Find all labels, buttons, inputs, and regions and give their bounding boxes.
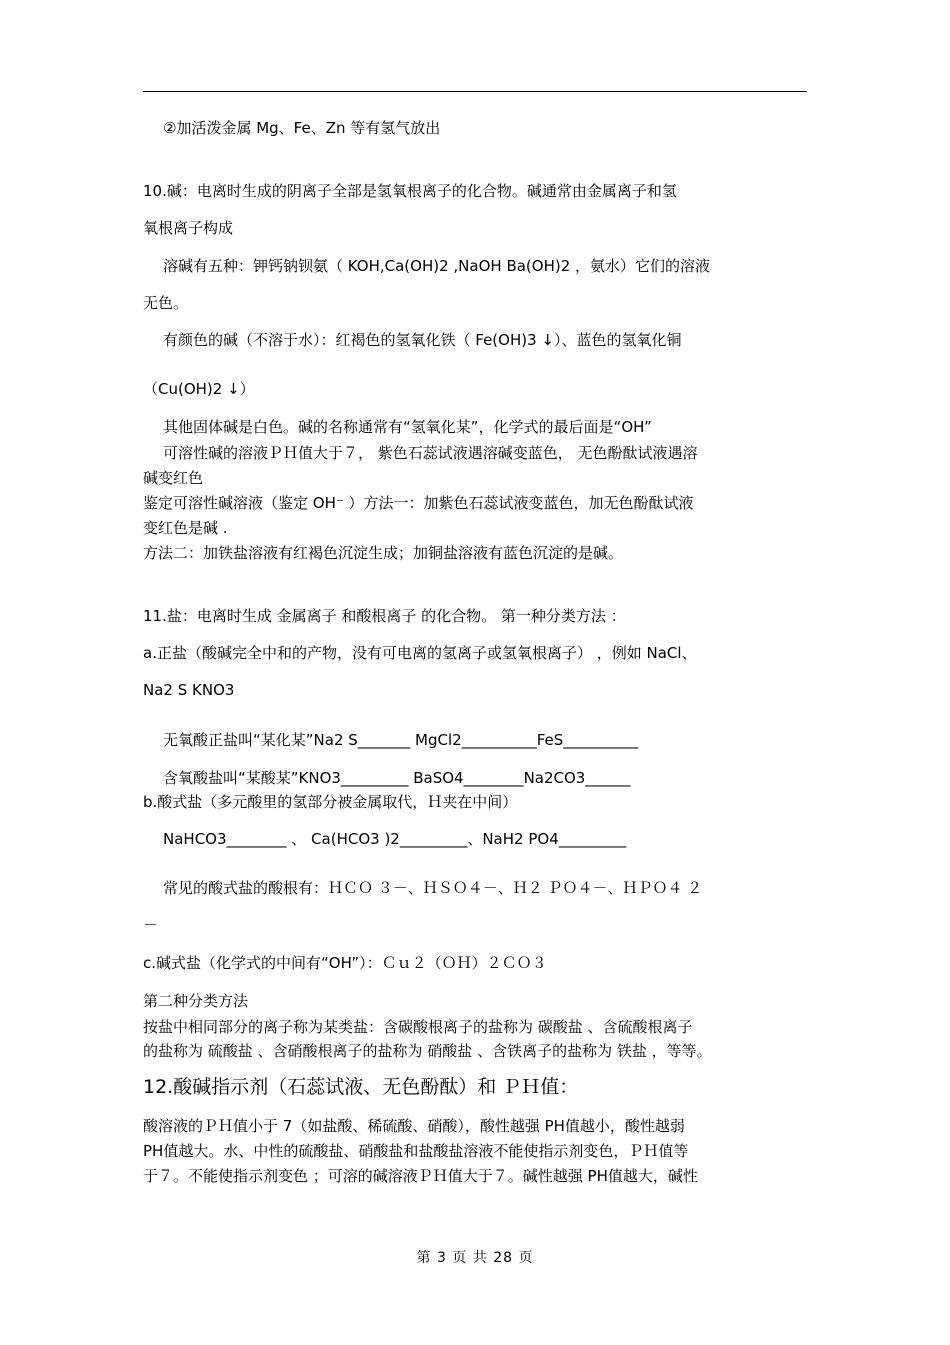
text-line: （Cu(OH)2 ↓）: [143, 380, 255, 398]
text-line: 其他固体碱是白色。碱的名称通常有“氢氧化某”，化学式的最后面是“OH”: [163, 418, 652, 436]
header-rule: [143, 91, 807, 92]
text-line: ②加活泼金属 Mg、Fe、Zn 等有氢气放出: [163, 119, 441, 137]
text-line: 无氧酸正盐叫“某化某”Na2 S_______ MgCl2__________FeS__________: [163, 731, 639, 749]
text-line: c.碱式盐（化学式的中间有“OH”）：Ｃｕ２（ＯＨ）２ＣＯ３: [143, 954, 547, 972]
text-line: 第二种分类方法: [143, 992, 249, 1010]
text-line: Na2 S KNO3: [143, 681, 235, 699]
text-line: 溶碱有五种：钾钙钠钡氨（ KOH,Ca(OH)2 ,NaOH Ba(OH)2 ，氨水）它们的溶液: [163, 257, 711, 275]
text-line: 碱变红色: [143, 469, 204, 487]
text-line: 按盐中相同部分的离子称为某类盐：含碳酸根离子的盐称为 碳酸盐 、含硫酸根离子: [143, 1018, 693, 1036]
text-line: b.酸式盐（多元酸里的氢部分被金属取代，Ｈ夹在中间）: [143, 793, 518, 811]
text-line: 的盐称为 硫酸盐 、含硝酸根离子的盐称为 硝酸盐 、含铁离子的盐称为 铁盐 ，等等。: [143, 1042, 712, 1060]
section-heading: 12.酸碱指示剂（石蕊试液、无色酚酞）和 ＰＨ值：: [143, 1076, 579, 1098]
text-line: 氧根离子构成: [143, 219, 234, 237]
text-line: 酸溶液的ＰＨ值小于 7（如盐酸、稀硫酸、硝酸），酸性越强 PH值越小，酸性越弱: [143, 1117, 685, 1135]
text-line: 可溶性碱的溶液ＰＨ值大于７， 紫色石蕊试液遇溶碱变蓝色， 无色酚酞试液遇溶: [163, 444, 698, 462]
text-line: 含氧酸盐叫“某酸某”KNO3_________ BaSO4________Na2CO3______: [163, 769, 631, 787]
text-line: 常见的酸式盐的酸根有：ＨＣＯ ３－、ＨＳＯ４－、Ｈ２ ＰＯ４－、ＨＰＯ４ ２: [163, 879, 703, 897]
text-line: PH值越大。水、中性的硫酸盐、硝酸盐和盐酸盐溶液不能使指示剂变色，ＰＨ值等: [143, 1142, 689, 1160]
section-heading: 11.盐：电离时生成 金属离子 和酸根离子 的化合物。 第一种分类方法 ：: [143, 607, 626, 625]
text-line: 有颜色的碱（不溶于水）：红褐色的氢氧化铁（ Fe(OH)3 ↓）、蓝色的氢氧化铜: [163, 331, 682, 349]
page-footer: 第 3 页 共 28 页: [416, 1250, 534, 1266]
section-heading: 10.碱：电离时生成的阴离子全部是氢氧根离子的化合物。碱通常由金属离子和氢: [143, 182, 677, 200]
text-line: 方法二：加铁盐溶液有红褐色沉淀生成；加铜盐溶液有蓝色沉淀的是碱。: [143, 544, 624, 562]
text-line: NaHCO3________ 、 Ca(HCO3 )2_________、NaH2 PO4_________: [163, 830, 627, 848]
text-line: 变红色是碱 .: [143, 519, 228, 537]
text-line: 鉴定可溶性碱溶液（鉴定 OH⁻ ）方法一：加紫色石蕊试液变蓝色，加无色酚酞试液: [143, 494, 694, 512]
text-line: －: [143, 916, 159, 934]
text-line: 于７。不能使指示剂变色 ；可溶的碱溶液ＰＨ值大于７。碱性越强 PH值越大，碱性: [143, 1167, 698, 1185]
text-line: a.正盐（酸碱完全中和的产物，没有可电离的氢离子或氢氧根离子） ，例如 NaCl、: [143, 644, 697, 662]
text-line: 无色。: [143, 294, 189, 312]
